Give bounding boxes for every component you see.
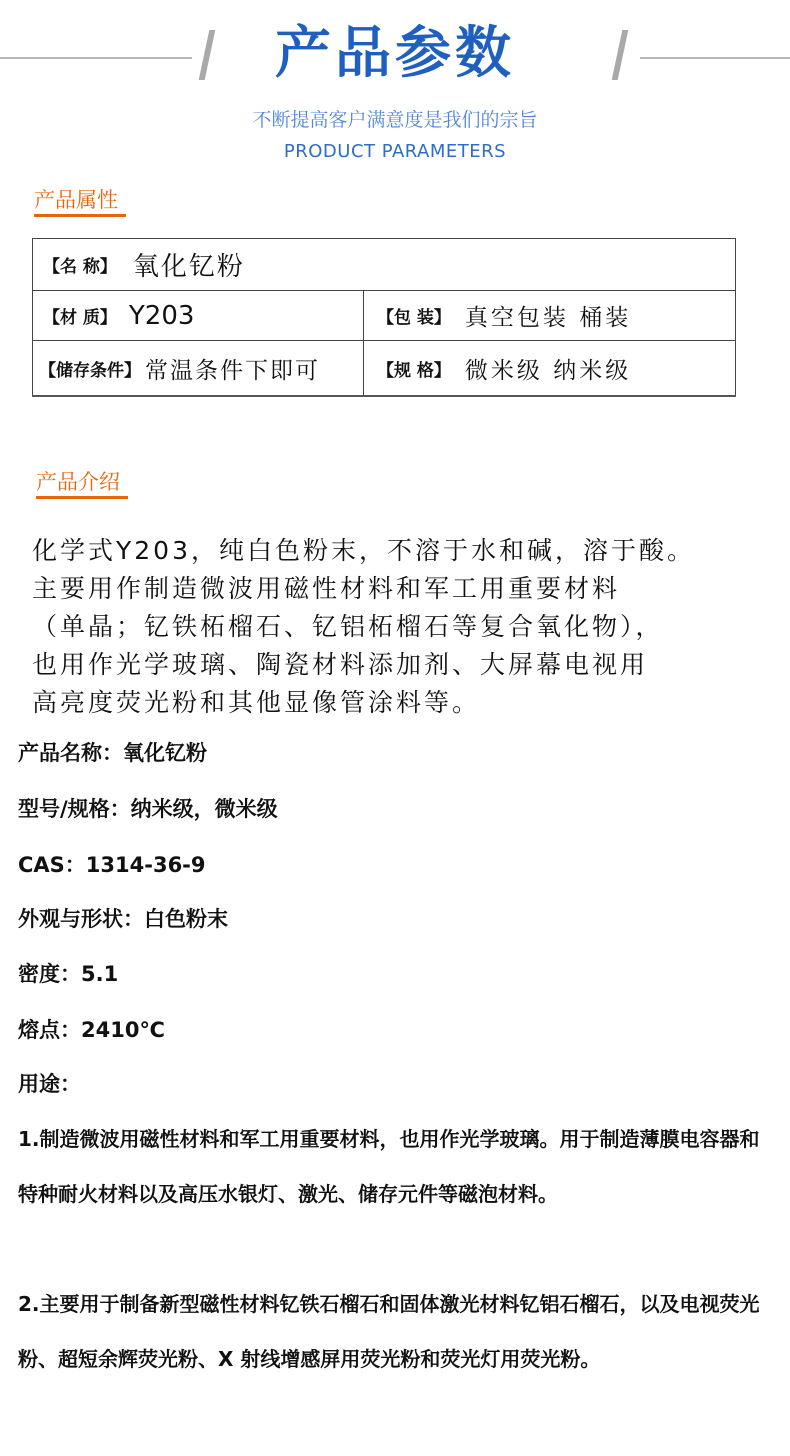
name-cell bbox=[43, 239, 245, 290]
table-row bbox=[33, 239, 735, 291]
page-subtitle: 不断提高客户满意度是我们的宗旨 bbox=[252, 109, 538, 131]
spec-melting-point: 熔点：2410℃ bbox=[18, 1018, 165, 1042]
storage-value: 常温条件下即可 bbox=[145, 358, 320, 384]
page-subtitle-en: PRODUCT PARAMETERS bbox=[283, 141, 507, 162]
spec-product-name: 产品名称：氧化钇粉 bbox=[18, 741, 207, 765]
spec-label: 【规 格】 bbox=[377, 361, 451, 381]
name-label: 【名 称】 bbox=[43, 257, 117, 277]
spec-density: 密度：5.1 bbox=[18, 962, 119, 986]
storage-label: 【储存条件】 bbox=[39, 361, 141, 381]
page-title: 产品参数 bbox=[275, 21, 515, 86]
usage-item-1: 1.制造微波用磁性材料和军工用重要材料，也用作光学玻璃。用于制造薄膜电容器和特种耐火材料以及高压水银灯、激光、储存元件等磁泡材料。 bbox=[18, 1127, 760, 1206]
spec-value: 微米级 纳米级 bbox=[464, 358, 632, 384]
page-header bbox=[0, 0, 790, 175]
attributes-section-title: 产品属性 bbox=[34, 188, 118, 212]
package-label: 【包 装】 bbox=[377, 308, 451, 328]
intro-section-underline bbox=[36, 496, 128, 499]
spec-usage-heading: 用途： bbox=[18, 1072, 81, 1096]
spec-appearance: 外观与形状：白色粉末 bbox=[18, 907, 228, 931]
package-value: 真空包装 桶装 bbox=[464, 305, 632, 331]
material-cell bbox=[43, 291, 194, 340]
name-value: 氧化钇粉 bbox=[132, 252, 245, 282]
table-row bbox=[33, 341, 735, 396]
table-bottom-rule bbox=[32, 395, 736, 397]
header-line-right bbox=[640, 57, 790, 59]
spec-cell bbox=[377, 341, 631, 396]
material-value: Y203 bbox=[128, 300, 195, 331]
intro-section-title: 产品介绍 bbox=[36, 470, 120, 494]
intro-paragraph: 化学式Y203，纯白色粉末，不溶于水和碱，溶于酸。 主要用作制造微波用磁性材料和军工用重要材料 （单晶；钇铁柘榴石、钇铝柘榴石等复合氧化物）， 也用作光学玻璃、陶瓷材料添加剂、大屏幕电视用 高亮度荧光粉和其他显像管涂料等。 bbox=[32, 536, 695, 717]
table-row bbox=[33, 291, 735, 341]
table-column-divider bbox=[363, 291, 364, 396]
material-label: 【材 质】 bbox=[43, 308, 117, 328]
attributes-table bbox=[32, 238, 736, 395]
spec-model: 型号/规格：纳米级，微米级 bbox=[18, 797, 278, 821]
package-cell bbox=[377, 291, 631, 340]
usage-item-2: 2.主要用于制备新型磁性材料钇铁石榴石和固体激光材料钇铝石榴石，以及电视荧光粉、超短余辉荧光粉、X 射线增感屏用荧光粉和荧光灯用荧光粉。 bbox=[18, 1292, 760, 1371]
attributes-section-underline bbox=[34, 214, 126, 217]
spec-cas: CAS：1314-36-9 bbox=[18, 853, 206, 877]
storage-cell bbox=[39, 341, 320, 396]
